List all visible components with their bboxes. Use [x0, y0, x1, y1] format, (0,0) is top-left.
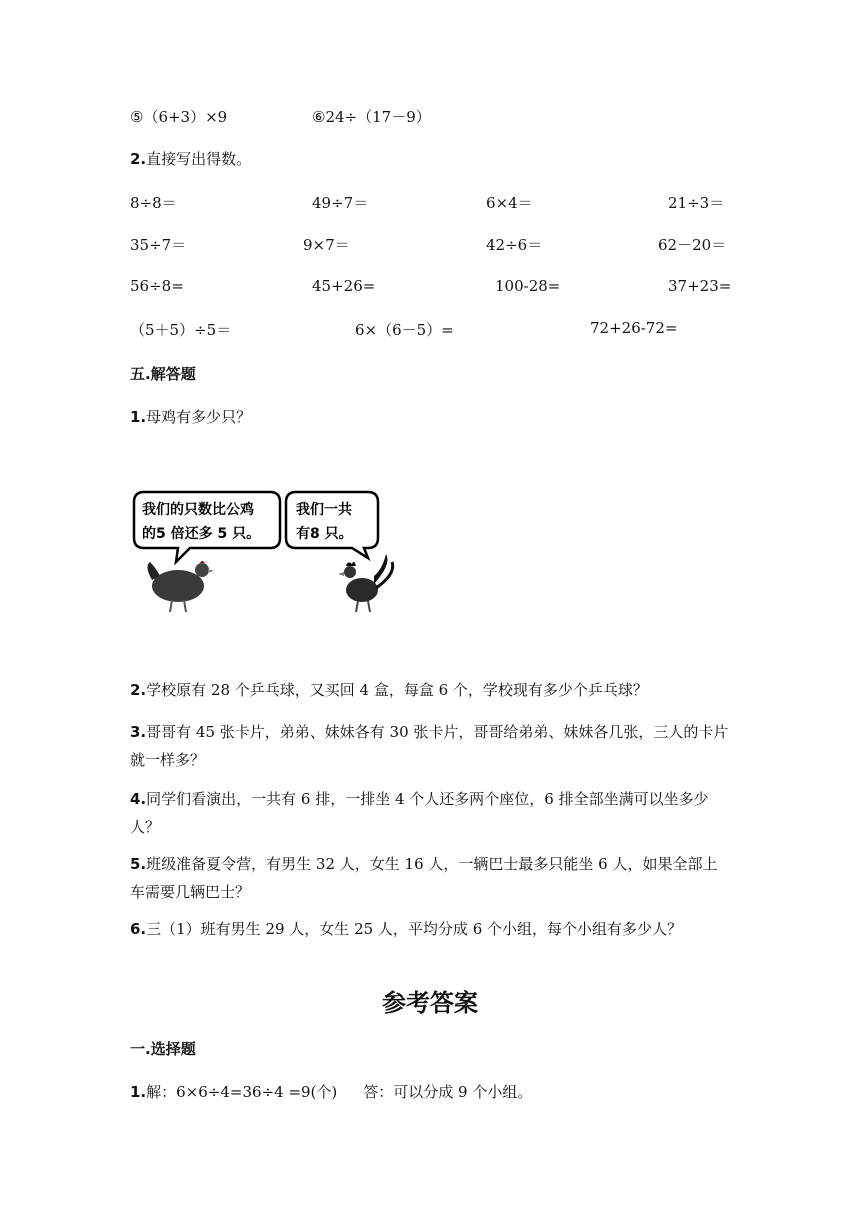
calc-item: 72+26-72= — [590, 319, 678, 337]
question-text: 班级准备夏令营，有男生 32 人，女生 16 人，一辆巴士最多只能坐 6 人，如果全部上车需要几辆巴士？ — [130, 855, 718, 901]
calc-item: 8÷8＝ — [130, 194, 177, 212]
calc-item: 42÷6＝ — [486, 236, 543, 254]
question-6 — [130, 915, 730, 943]
calc-item: 9×7＝ — [303, 236, 350, 254]
question-text: 学校原有 28 个乒乓球，又买回 4 盒，每盒 6 个，学校现有多少个乒乓球？ — [146, 681, 648, 699]
calc-item: 21÷3＝ — [668, 194, 725, 212]
answer-conclusion: 答：可以分成 9 个小组。 — [363, 1083, 533, 1101]
question-text: 直接写出得数。 — [146, 150, 252, 168]
question-1-heading — [130, 406, 251, 427]
question-number: 2. — [130, 150, 147, 168]
calc-item: 6×4＝ — [486, 194, 533, 212]
rooster-icon — [338, 554, 393, 612]
expr-item-6: ⑥24÷（17－9） — [312, 108, 431, 126]
calc-item: 6×（6－5）= — [355, 321, 454, 339]
calc-item: 56÷8= — [130, 277, 184, 295]
question-number: 3. — [130, 723, 147, 741]
question-3 — [130, 718, 730, 774]
calc-item: 100-28= — [495, 277, 561, 295]
bubble-left-line1: 我们的只数比公鸡 — [142, 502, 254, 518]
question-number: 4. — [130, 790, 147, 808]
bubble-right-line1: 我们一共 — [296, 502, 352, 518]
question-4 — [130, 785, 730, 841]
section-heading: 五.解答题 — [130, 365, 196, 383]
question-number: 6. — [130, 920, 147, 938]
bubble-left-line2: 的5 倍还多 5 只。 — [142, 526, 261, 542]
question-text: 同学们看演出，一共有 6 排，一排坐 4 个人还多两个座位，6 排全部坐满可以坐多少人？ — [130, 790, 709, 836]
expr-item-5: ⑤（6+3）×9 — [130, 108, 228, 126]
answer-1 — [130, 1081, 532, 1102]
speech-bubble-left — [134, 492, 280, 562]
answers-section-heading: 一.选择题 — [130, 1040, 196, 1058]
calc-item: 49÷7＝ — [312, 194, 369, 212]
answer-solution: 解：6×6÷4=36÷4 =9(个) — [146, 1083, 338, 1101]
question-text: 三（1）班有男生 29 人，女生 25 人，平均分成 6 个小组，每个小组有多少人？ — [146, 920, 683, 938]
calc-item: 62－20＝ — [658, 236, 727, 254]
question-number: 1. — [130, 408, 147, 426]
answer-number: 1. — [130, 1083, 147, 1101]
question-number: 2. — [130, 681, 147, 699]
hen-icon — [147, 561, 214, 612]
question-5 — [130, 850, 730, 906]
calc-item: 37+23= — [668, 277, 732, 295]
question-number: 5. — [130, 855, 147, 873]
chicken-illustration — [130, 488, 400, 618]
answers-title: 参考答案 — [382, 988, 478, 1017]
question-text: 母鸡有多少只？ — [146, 408, 252, 426]
calc-item: 45+26= — [312, 277, 376, 295]
bubble-right-line2: 有8 只。 — [296, 526, 353, 542]
speech-bubble-right — [286, 492, 378, 558]
calc-item: 35÷7＝ — [130, 236, 187, 254]
question-2-heading — [130, 148, 251, 169]
question-2 — [130, 676, 730, 704]
question-text: 哥哥有 45 张卡片，弟弟、妹妹各有 30 张卡片，哥哥给弟弟、妹妹各几张，三人的卡片就一样多？ — [130, 723, 729, 769]
calc-item: （5＋5）÷5＝ — [130, 321, 232, 339]
